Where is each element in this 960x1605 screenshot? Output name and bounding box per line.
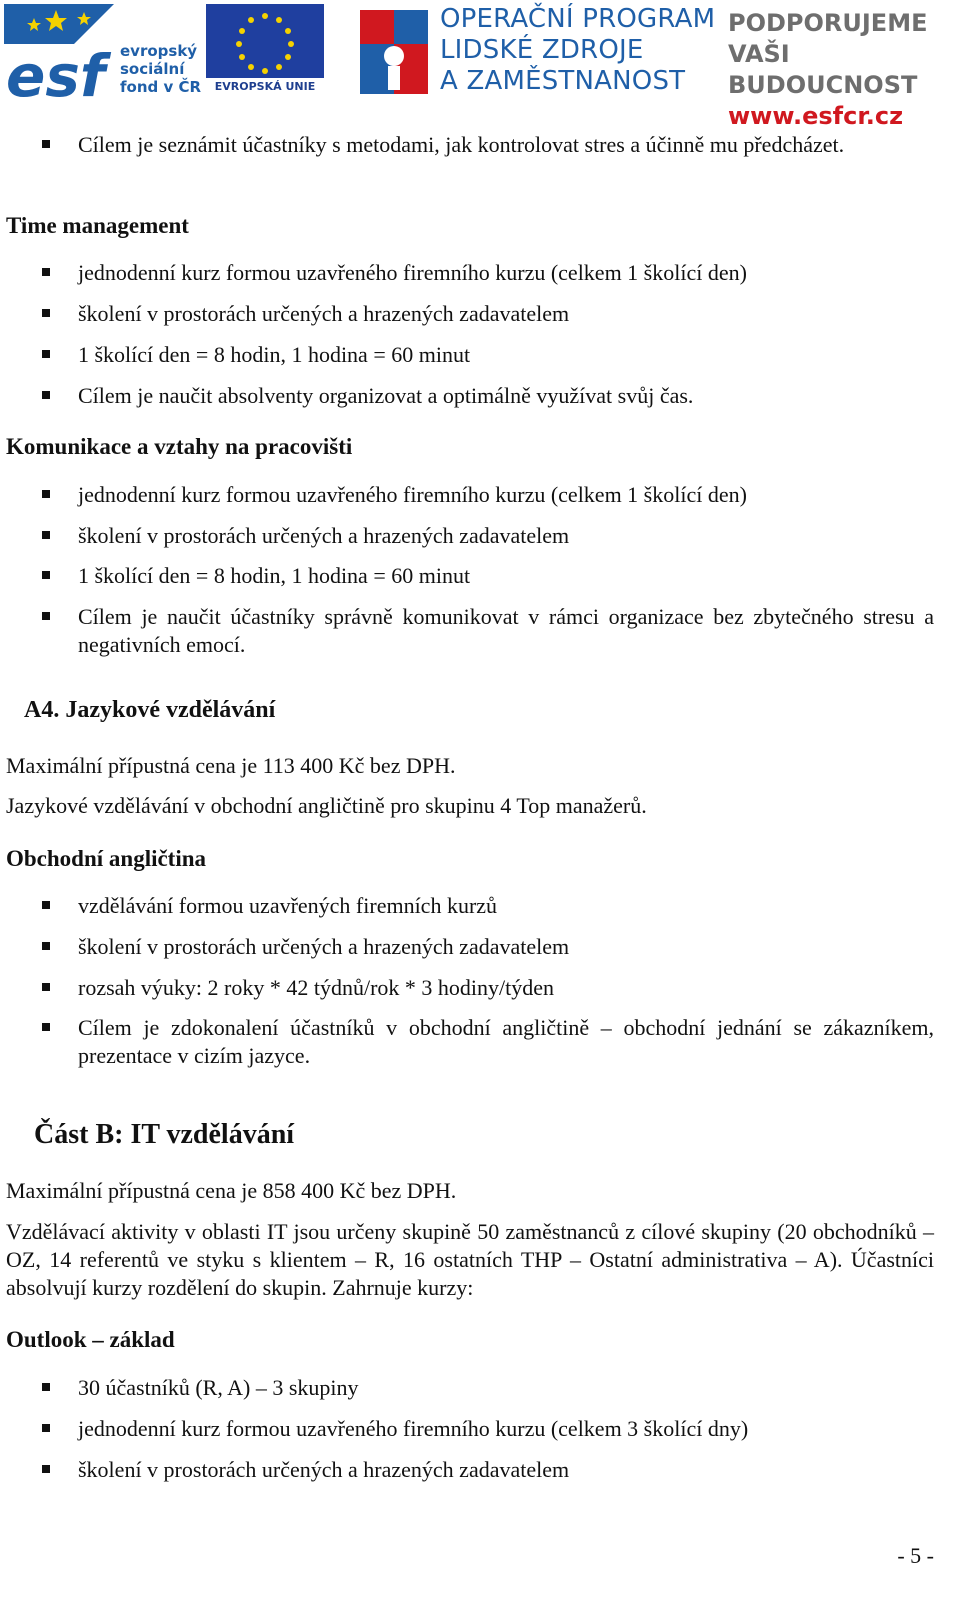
eu-caption: EVROPSKÁ UNIE: [214, 80, 316, 93]
esf-caption: evropský sociální fond v ČR: [120, 42, 202, 96]
list-item: školení v prostorách určených a hrazených zadavatelem: [78, 934, 570, 959]
list-item: 1 školící den = 8 hodin, 1 hodina = 60 minut: [78, 563, 471, 588]
heading-a4: A4. Jazykové vzdělávání: [24, 697, 276, 723]
list-item: jednodenní kurz formou uzavřeného firemního kurzu (celkem 3 školící dny): [78, 1416, 749, 1441]
paragraph: Vzdělávací aktivity v oblasti IT jsou určeny skupině 50 zaměstnanců z cílové skupiny (20 obchodníků – OZ, 14 referentů ve styku s klientem – R, 16 ostatních THP – Ostatní administrativa – A). Účastníci absolvují kurzy rozdělení do skupin. Zahrnuje kurzy:: [6, 1219, 934, 1300]
svg-text:esf: esf: [6, 42, 106, 100]
list-item: vzdělávání formou uzavřených firemních kurzů: [78, 893, 498, 918]
paragraph: Jazykové vzdělávání v obchodní angličtině pro skupinu 4 Top manažerů.: [6, 793, 647, 818]
heading-time-management: Time management: [6, 213, 189, 238]
paragraph: Maximální přípustná cena je 113 400 Kč bez DPH.: [6, 753, 456, 778]
bullet-icon: [42, 1424, 50, 1432]
support-slogan: PODPORUJEME VAŠI BUDOUCNOST www.esfcr.cz: [728, 8, 960, 132]
heading-obchodni-anglictina: Obchodní angličtina: [6, 846, 207, 871]
bullet-icon: [42, 350, 50, 358]
bullet-icon: [42, 140, 50, 148]
op-title: OPERAČNÍ PROGRAM LIDSKÉ ZDROJE A ZAMĚSTNANOST: [440, 4, 716, 96]
list-item: 1 školící den = 8 hodin, 1 hodina = 60 minut: [78, 342, 471, 367]
list-item: jednodenní kurz formou uzavřeného firemního kurzu (celkem 1 školící den): [78, 482, 747, 507]
list-item: Cílem je zdokonalení účastníků v obchodní angličtině – obchodní jednání se zákazníkem, prezentace v cizím jazyce.: [78, 1015, 934, 1068]
list-item: jednodenní kurz formou uzavřeného firemního kurzu (celkem 1 školící den): [78, 260, 747, 285]
list-item: rozsah výuky: 2 roky * 42 týdnů/rok * 3 hodiny/týden: [78, 975, 555, 1000]
bullet-icon: [42, 612, 50, 620]
bullet-icon: [42, 1465, 50, 1473]
esf-url: www.esfcr.cz: [728, 102, 904, 130]
list-item: Cílem je naučit absolventy organizovat a optimálně využívat svůj čas.: [78, 383, 694, 408]
list-item: školení v prostorách určených a hrazených zadavatelem: [78, 523, 570, 548]
heading-cast-b: Část B: IT vzdělávání: [34, 1119, 295, 1150]
bullet-icon: [42, 391, 50, 399]
list-item: školení v prostorách určených a hrazených zadavatelem: [78, 1457, 570, 1482]
page-header: [0, 0, 960, 130]
paragraph: Maximální přípustná cena je 858 400 Kč bez DPH.: [6, 1178, 457, 1203]
bullet-icon: [42, 490, 50, 498]
bullet-icon: [42, 983, 50, 991]
bullet-icon: [42, 531, 50, 539]
bullet-icon: [42, 309, 50, 317]
heading-komunikace: Komunikace a vztahy na pracovišti: [6, 434, 353, 459]
list-item: 30 účastníků (R, A) – 3 skupiny: [78, 1375, 359, 1400]
heading-outlook: Outlook – základ: [6, 1327, 175, 1352]
bullet-icon: [42, 1383, 50, 1391]
bullet-icon: [42, 1023, 50, 1031]
bullet-icon: [42, 942, 50, 950]
page-number: - 5 -: [897, 1543, 934, 1568]
list-item: Cílem je naučit účastníky správně komunikovat v rámci organizace bez zbytečného stresu a negativních emocí.: [78, 604, 934, 657]
list-item: školení v prostorách určených a hrazených zadavatelem: [78, 301, 570, 326]
list-item: Cílem je seznámit účastníky s metodami, jak kontrolovat stres a účinně mu předcházet.: [78, 132, 845, 157]
bullet-icon: [42, 268, 50, 276]
bullet-icon: [42, 571, 50, 579]
bullet-icon: [42, 901, 50, 909]
